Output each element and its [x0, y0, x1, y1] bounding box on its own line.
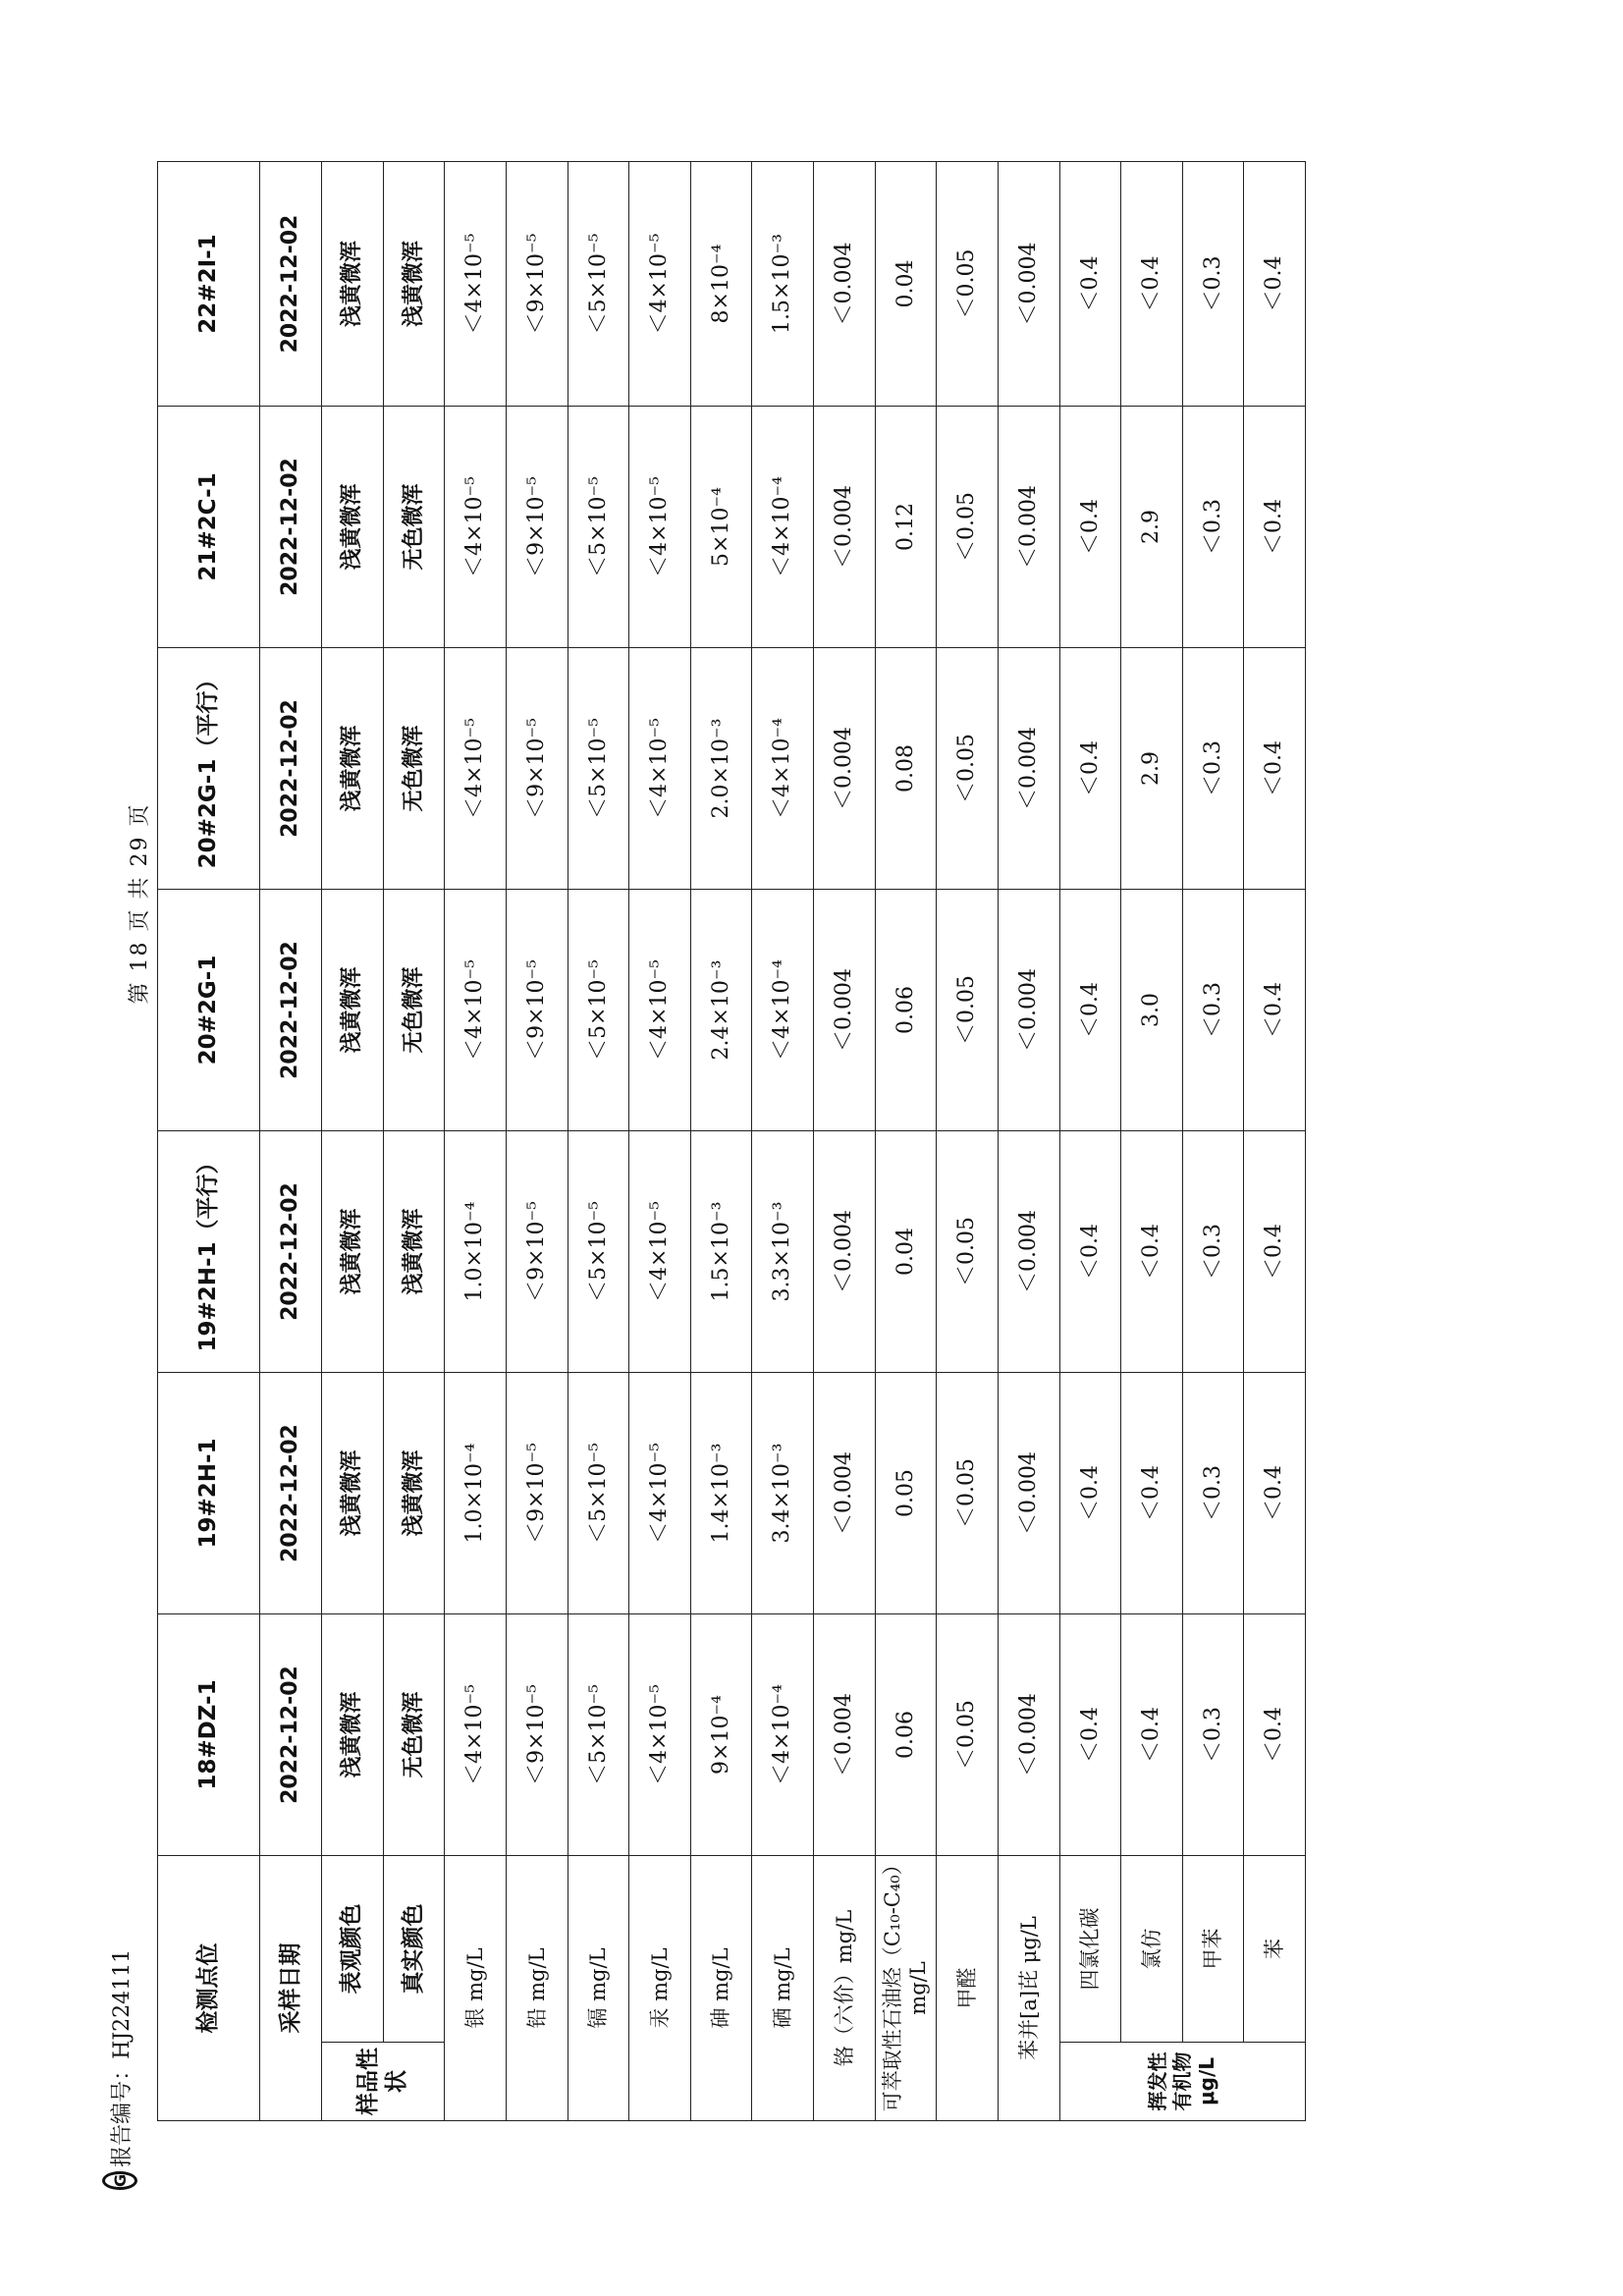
result-value: ＜0.05	[937, 162, 999, 407]
result-value: 2.9	[1121, 407, 1183, 648]
site-name: 22#2I-1	[158, 162, 260, 407]
result-value: ＜0.4	[1121, 1614, 1183, 1856]
true-color-label: 真实颜色	[383, 1856, 445, 2043]
result-value: ＜0.3	[1182, 1131, 1244, 1373]
result-value: ＜0.4	[1244, 1131, 1306, 1373]
result-value: ＜9×10⁻⁵	[506, 1131, 568, 1373]
result-value: ＜5×10⁻⁵	[568, 1614, 629, 1856]
result-value: 1.5×10⁻³	[690, 1131, 752, 1373]
result-value: ＜0.004	[814, 648, 876, 890]
result-value: ＜5×10⁻⁵	[568, 648, 629, 890]
result-value: ＜0.004	[814, 407, 876, 648]
result-value: 0.05	[875, 1373, 937, 1614]
result-value: ＜0.4	[1121, 162, 1183, 407]
sample-date: 2022-12-02	[260, 1373, 322, 1614]
result-value: ＜0.4	[1244, 162, 1306, 407]
site-name: 21#2C-1	[158, 407, 260, 648]
result-value: ＜4×10⁻⁵	[445, 407, 507, 648]
result-value: 0.06	[875, 1614, 937, 1856]
result-value: ＜0.004	[814, 1614, 876, 1856]
result-value: ＜4×10⁻⁵	[629, 648, 691, 890]
result-value: 1.4×10⁻³	[690, 1373, 752, 1614]
result-value: ＜0.4	[1059, 1131, 1121, 1373]
page-number	[118, 802, 157, 1005]
measurement-row	[752, 162, 814, 2121]
result-value: 0.06	[875, 890, 937, 1131]
result-value: 3.3×10⁻³	[752, 1131, 814, 1373]
result-value: ＜0.05	[937, 407, 999, 648]
parameter-label: 砷 mg/L	[690, 1856, 752, 2121]
sample-date: 2022-12-02	[260, 648, 322, 890]
parameter-label: 铅 mg/L	[506, 1856, 568, 2121]
result-value: ＜0.3	[1182, 648, 1244, 890]
voc-parameter-label: 氯仿	[1121, 1856, 1183, 2043]
measurement-row	[690, 162, 752, 2121]
result-value: ＜0.004	[998, 648, 1059, 890]
result-value: 1.0×10⁻⁴	[445, 1131, 507, 1373]
result-value: ＜4×10⁻⁵	[629, 407, 691, 648]
parameter-label: 苯并[a]芘 μg/L	[998, 1856, 1059, 2121]
result-value: ＜4×10⁻⁵	[445, 890, 507, 1131]
result-value: 1.0×10⁻⁴	[445, 1373, 507, 1614]
apparent-color-value: 浅黄微浑	[322, 407, 384, 648]
result-value: ＜0.004	[814, 890, 876, 1131]
site-name: 19#2H-1	[158, 1373, 260, 1614]
result-value: ＜0.4	[1244, 407, 1306, 648]
sample-date: 2022-12-02	[260, 890, 322, 1131]
result-value: ＜0.3	[1182, 1614, 1244, 1856]
property-group-label: 样品性状	[322, 2043, 445, 2121]
result-value: ＜9×10⁻⁵	[506, 648, 568, 890]
site-name: 20#2G-1	[158, 890, 260, 1131]
result-value: ＜0.3	[1182, 407, 1244, 648]
parameter-label: 铬（六价）mg/L	[814, 1856, 876, 2121]
result-value: 3.0	[1121, 890, 1183, 1131]
result-value: ＜4×10⁻⁵	[445, 648, 507, 890]
parameter-label: 汞 mg/L	[629, 1856, 691, 2121]
site-name: 19#2H-1（平行）	[158, 1131, 260, 1373]
measurement-row	[998, 162, 1059, 2121]
result-value: 1.5×10⁻³	[752, 162, 814, 407]
parameter-label: 硒 mg/L	[752, 1856, 814, 2121]
result-value: 0.04	[875, 162, 937, 407]
measurement-row	[937, 162, 999, 2121]
result-value: ＜4×10⁻⁴	[752, 648, 814, 890]
true-color-value: 无色微浑	[383, 1614, 445, 1856]
result-value: ＜9×10⁻⁵	[506, 162, 568, 407]
measurement-row	[506, 162, 568, 2121]
result-value: ＜0.3	[1182, 1373, 1244, 1614]
result-value: ＜9×10⁻⁵	[506, 1614, 568, 1856]
voc-row	[1244, 162, 1306, 2121]
result-value: ＜0.004	[998, 407, 1059, 648]
voc-group-label: 挥发性有机物μg/L	[1059, 2043, 1306, 2121]
result-value: ＜5×10⁻⁵	[568, 1131, 629, 1373]
true-color-value: 无色微浑	[383, 648, 445, 890]
result-value: ＜0.3	[1182, 162, 1244, 407]
parameter-label: 甲醛	[937, 1856, 999, 2121]
result-value: ＜0.004	[814, 1131, 876, 1373]
sample-date: 2022-12-02	[260, 1131, 322, 1373]
result-value: ＜0.4	[1244, 890, 1306, 1131]
result-value: ＜0.05	[937, 1614, 999, 1856]
result-value: ＜0.004	[998, 890, 1059, 1131]
corner-label: 检测点位	[158, 1856, 260, 2121]
result-value: ＜4×10⁻⁴	[752, 407, 814, 648]
result-value: ＜0.4	[1059, 162, 1121, 407]
sample-date: 2022-12-02	[260, 1614, 322, 1856]
result-value: 2.0×10⁻³	[690, 648, 752, 890]
voc-parameter-label: 苯	[1244, 1856, 1306, 2043]
result-value: ＜0.4	[1244, 1614, 1306, 1856]
result-value: ＜0.4	[1059, 1373, 1121, 1614]
measurement-row	[875, 162, 937, 2121]
result-value: ＜0.4	[1121, 1131, 1183, 1373]
result-value: ＜0.4	[1059, 890, 1121, 1131]
true-color-value: 浅黄微浑	[383, 1131, 445, 1373]
voc-row	[1182, 162, 1244, 2121]
parameter-label: 银 mg/L	[445, 1856, 507, 2121]
result-value: ＜5×10⁻⁵	[568, 162, 629, 407]
result-value: ＜0.004	[814, 162, 876, 407]
result-value: ＜4×10⁻⁴	[752, 890, 814, 1131]
result-value: ＜0.004	[814, 1373, 876, 1614]
result-value: ＜0.004	[998, 162, 1059, 407]
result-value: ＜0.4	[1059, 1614, 1121, 1856]
results-table-container	[157, 162, 1306, 2121]
result-value: 5×10⁻⁴	[690, 407, 752, 648]
apparent-color-row	[322, 162, 384, 2121]
result-value: 9×10⁻⁴	[690, 1614, 752, 1856]
result-value: ＜9×10⁻⁵	[506, 890, 568, 1131]
report-header	[90, 1948, 149, 2190]
voc-row	[1059, 162, 1121, 2121]
result-value: ＜4×10⁻⁵	[629, 890, 691, 1131]
apparent-color-value: 浅黄微浑	[322, 1373, 384, 1614]
result-value: ＜5×10⁻⁵	[568, 407, 629, 648]
result-value: ＜4×10⁻⁵	[629, 1614, 691, 1856]
result-value: ＜0.4	[1244, 648, 1306, 890]
result-value: ＜0.4	[1059, 648, 1121, 890]
result-value: ＜5×10⁻⁵	[568, 1373, 629, 1614]
true-color-value: 浅黄微浑	[383, 162, 445, 407]
sample-date: 2022-12-02	[260, 407, 322, 648]
result-value: ＜0.05	[937, 890, 999, 1131]
apparent-color-label: 表观颜色	[322, 1856, 384, 2043]
measurement-row	[814, 162, 876, 2121]
true-color-row	[383, 162, 445, 2121]
report-number: 报告编号：HJ224111	[109, 1948, 135, 2167]
result-value: 2.9	[1121, 648, 1183, 890]
result-value: ＜9×10⁻⁵	[506, 1373, 568, 1614]
apparent-color-value: 浅黄微浑	[322, 890, 384, 1131]
voc-parameter-label: 甲苯	[1182, 1856, 1244, 2043]
result-value: ＜5×10⁻⁵	[568, 890, 629, 1131]
company-logo-icon: G	[102, 2171, 137, 2190]
apparent-color-value: 浅黄微浑	[322, 1614, 384, 1856]
result-value: 0.04	[875, 1131, 937, 1373]
result-value: ＜4×10⁻⁵	[629, 1373, 691, 1614]
result-value: ＜0.004	[998, 1614, 1059, 1856]
result-value: ＜4×10⁻⁴	[752, 1614, 814, 1856]
voc-row	[1121, 162, 1183, 2121]
result-value: ＜4×10⁻⁵	[629, 1131, 691, 1373]
site-header-row	[158, 162, 260, 2121]
true-color-value: 无色微浑	[383, 407, 445, 648]
measurement-row	[629, 162, 691, 2121]
sample-date: 2022-12-02	[260, 162, 322, 407]
result-value: 0.08	[875, 648, 937, 890]
result-value: 0.12	[875, 407, 937, 648]
result-value: ＜9×10⁻⁵	[506, 407, 568, 648]
voc-parameter-label: 四氯化碳	[1059, 1856, 1121, 2043]
parameter-label: 镉 mg/L	[568, 1856, 629, 2121]
date-row	[260, 162, 322, 2121]
result-value: ＜4×10⁻⁵	[445, 1614, 507, 1856]
apparent-color-value: 浅黄微浑	[322, 648, 384, 890]
true-color-value: 浅黄微浑	[383, 1373, 445, 1614]
result-value: 8×10⁻⁴	[690, 162, 752, 407]
site-name: 18#DZ-1	[158, 1614, 260, 1856]
result-value: ＜0.004	[998, 1373, 1059, 1614]
result-value: ＜4×10⁻⁵	[629, 162, 691, 407]
result-value: ＜4×10⁻⁵	[445, 162, 507, 407]
result-value: 2.4×10⁻³	[690, 890, 752, 1131]
page-number-text: 第 18 页 共 29 页	[127, 802, 152, 1005]
result-value: 3.4×10⁻³	[752, 1373, 814, 1614]
result-value: ＜0.004	[998, 1131, 1059, 1373]
date-label: 采样日期	[260, 1856, 322, 2121]
result-value: ＜0.4	[1059, 407, 1121, 648]
measurement-row	[568, 162, 629, 2121]
results-table	[157, 161, 1306, 2121]
result-value: ＜0.4	[1121, 1373, 1183, 1614]
result-value: ＜0.05	[937, 1131, 999, 1373]
result-value: ＜0.3	[1182, 890, 1244, 1131]
true-color-value: 无色微浑	[383, 890, 445, 1131]
result-value: ＜0.05	[937, 648, 999, 890]
site-name: 20#2G-1（平行）	[158, 648, 260, 890]
measurement-row	[445, 162, 507, 2121]
result-value: ＜0.05	[937, 1373, 999, 1614]
apparent-color-value: 浅黄微浑	[322, 1131, 384, 1373]
apparent-color-value: 浅黄微浑	[322, 162, 384, 407]
parameter-label: 可萃取性石油烃（C₁₀-C₄₀）mg/L	[875, 1856, 937, 2121]
result-value: ＜0.4	[1244, 1373, 1306, 1614]
